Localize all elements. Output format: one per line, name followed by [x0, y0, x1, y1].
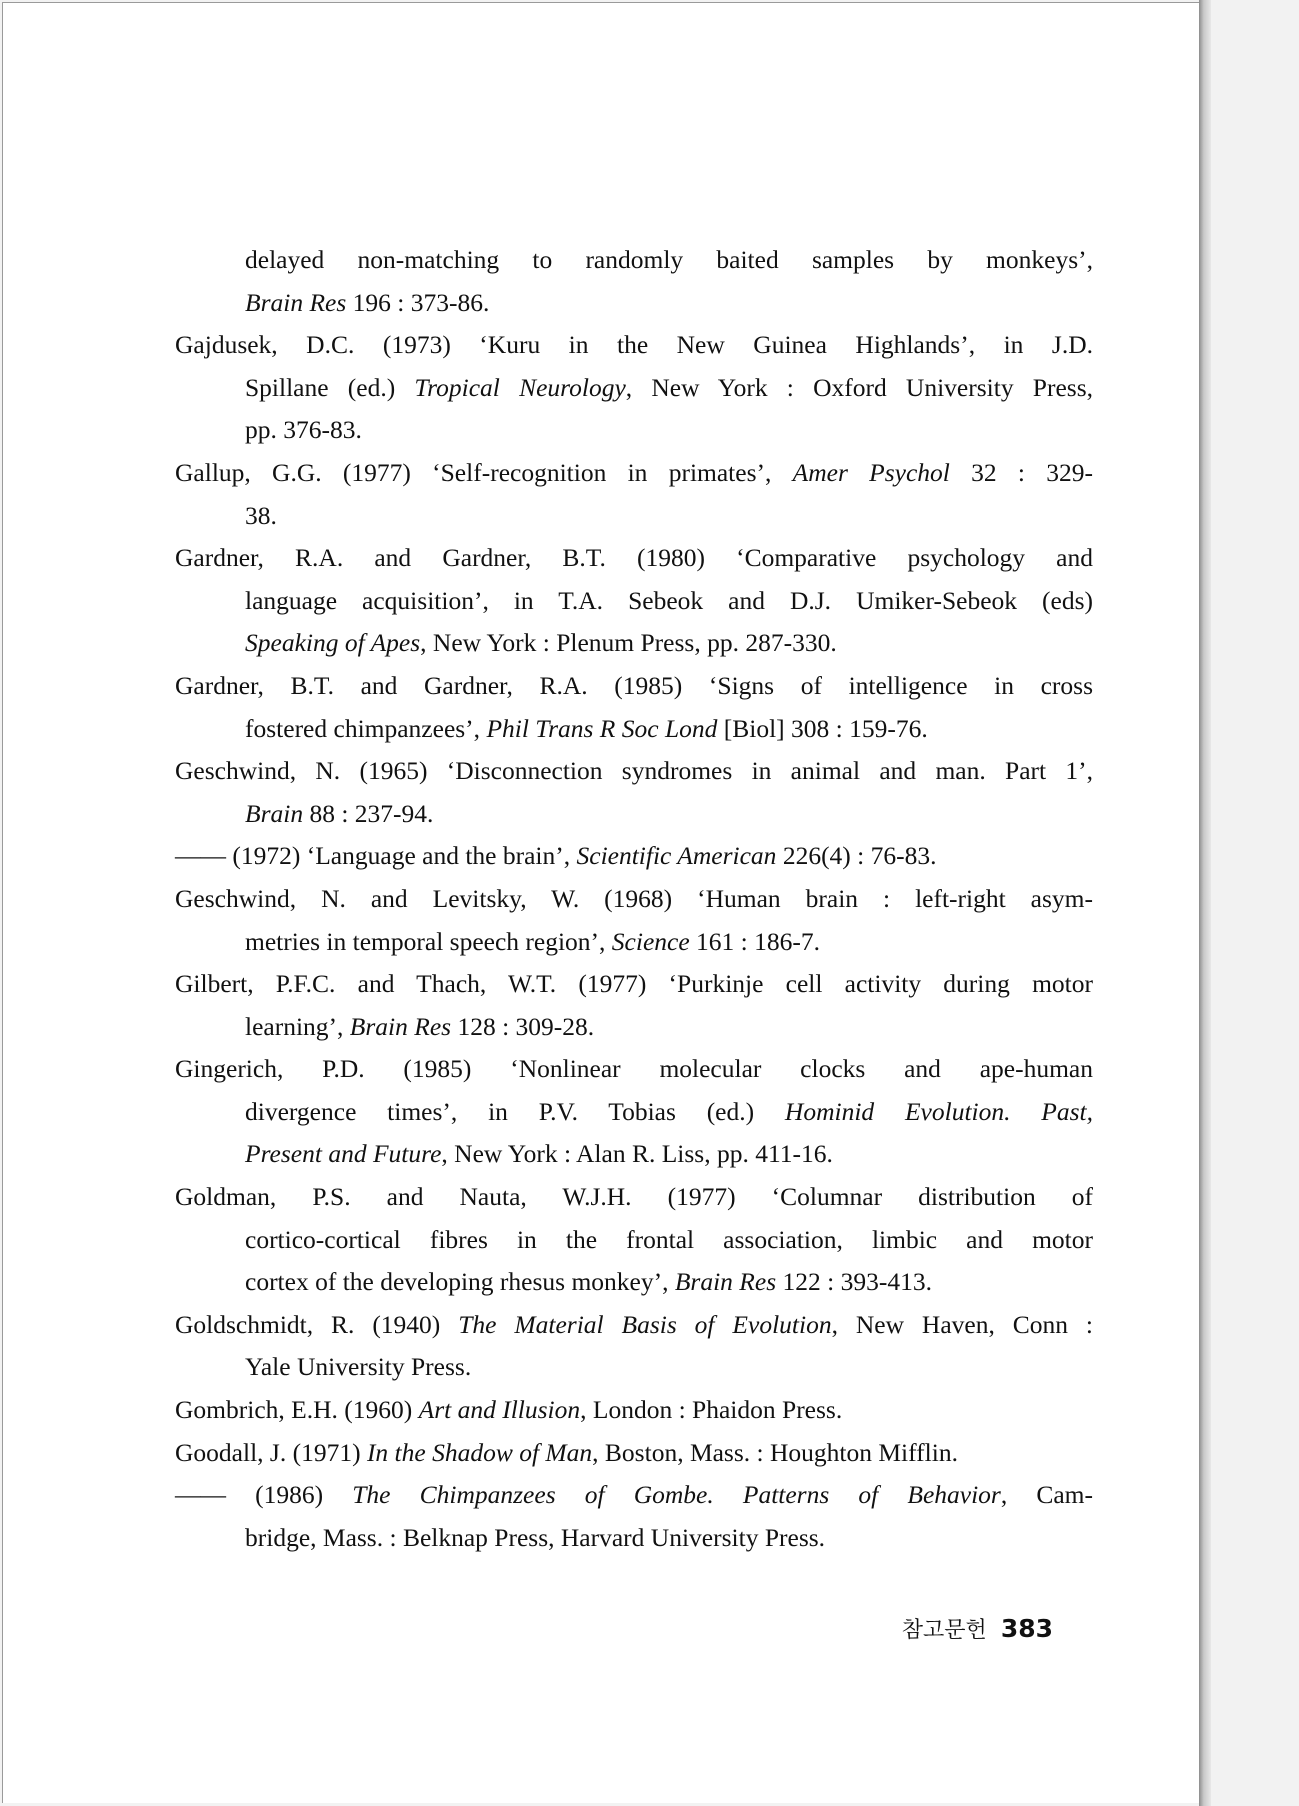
reference-title-italic: Brain Res — [674, 1267, 777, 1297]
reference-title-italic: In the Shadow of Man — [366, 1437, 593, 1467]
reference-title-italic: Art and Illusion — [418, 1395, 581, 1425]
reference-line — [175, 921, 1093, 964]
reference-line — [175, 580, 1093, 623]
reference-line — [175, 367, 1093, 410]
reference-text: , New York : Alan R. Liss, pp. 411-16. — [441, 1139, 833, 1169]
reference-title-italic: Tropical Neurology — [414, 372, 626, 402]
reference-text: Gingerich, P.D. (1985) ‘Nonlinear molecular clocks and ape-human — [175, 1054, 1093, 1084]
reference-line — [175, 708, 1093, 751]
reference-list — [175, 239, 1093, 1559]
reference-line — [175, 1517, 1093, 1560]
reference-entry — [175, 835, 1093, 878]
reference-text: metries in temporal speech region’, — [245, 926, 612, 956]
reference-text: Geschwind, N. and Levitsky, W. (1968) ‘Human brain : left-right asym- — [175, 883, 1093, 913]
reference-entry — [175, 452, 1093, 537]
reference-title-italic: Hominid Evolution. Past, — [784, 1096, 1093, 1126]
reference-line — [175, 1304, 1093, 1347]
reference-line — [175, 963, 1093, 1006]
reference-line — [175, 282, 1093, 325]
reference-line — [175, 750, 1093, 793]
reference-line — [175, 537, 1093, 580]
reference-line — [175, 622, 1093, 665]
reference-line — [175, 1261, 1093, 1304]
reference-line — [175, 1048, 1093, 1091]
reference-entry — [175, 537, 1093, 665]
reference-text: Gardner, B.T. and Gardner, R.A. (1985) ‘Signs of intelligence in cross — [175, 670, 1093, 700]
reference-title-italic: Brain Res — [245, 287, 347, 317]
reference-line — [175, 1006, 1093, 1049]
reference-line — [175, 239, 1093, 282]
reference-text: Gombrich, E.H. (1960) — [175, 1395, 419, 1425]
reference-line — [175, 793, 1093, 836]
reference-text: cortico-cortical fibres in the frontal association, limbic and motor — [245, 1224, 1093, 1254]
reference-text: Goldschmidt, R. (1940) — [175, 1309, 459, 1339]
reference-title-italic: Brain Res — [349, 1011, 452, 1041]
reference-title-italic: Science — [611, 926, 690, 956]
reference-text: Gallup, G.G. (1977) ‘Self-recognition in primates’, — [175, 457, 793, 487]
reference-text: language acquisition’, in T.A. Sebeok and D.J. Umiker-Sebeok (eds) — [245, 585, 1093, 615]
reference-line — [175, 324, 1093, 367]
reference-entry — [175, 665, 1093, 750]
reference-text: , Cam- — [1000, 1480, 1094, 1510]
reference-text: 88 : 237-94. — [303, 798, 434, 828]
reference-line — [175, 1474, 1093, 1517]
reference-entry — [175, 1304, 1093, 1389]
reference-line — [175, 878, 1093, 921]
reference-text: , Boston, Mass. : Houghton Mifflin. — [592, 1437, 958, 1467]
reference-entry — [175, 1048, 1093, 1176]
reference-text: , New Haven, Conn : — [831, 1309, 1093, 1339]
reference-line — [175, 1346, 1093, 1389]
reference-text: delayed non-matching to randomly baited samples by monkeys’, — [245, 245, 1093, 274]
reference-text: —— (1972) ‘Language and the brain’, — [175, 841, 577, 871]
reference-line — [175, 1219, 1093, 1262]
reference-text: 32 : 329- — [949, 457, 1093, 487]
reference-text: Gardner, R.A. and Gardner, B.T. (1980) ‘Comparative psychology and — [175, 543, 1093, 573]
reference-line — [175, 409, 1093, 452]
reference-text: 226(4) : 76-83. — [776, 841, 937, 871]
reference-title-italic: Amer Psychol — [792, 457, 950, 487]
reference-text: Spillane (ed.) — [245, 372, 415, 402]
reference-line — [175, 452, 1093, 495]
reference-text: cortex of the developing rhesus monkey’, — [245, 1267, 675, 1297]
reference-entry — [175, 1176, 1093, 1304]
running-title: 참고문헌 — [901, 1618, 987, 1643]
reference-text: 128 : 309-28. — [451, 1011, 595, 1041]
reference-text: 196 : 373-86. — [346, 287, 490, 317]
reference-title-italic: The Chimpanzees of Gombe. Patterns of Behavior — [352, 1480, 1001, 1510]
reference-title-italic: Scientific American — [576, 841, 777, 871]
reference-text: Goodall, J. (1971) — [175, 1437, 367, 1467]
reference-text: , New York : Oxford University Press, — [625, 372, 1093, 402]
reference-line — [175, 1091, 1093, 1134]
page-edge-shadow — [1199, 0, 1211, 1806]
reference-text: , London : Phaidon Press. — [580, 1395, 843, 1425]
reference-entry — [175, 963, 1093, 1048]
reference-line — [175, 1133, 1093, 1176]
reference-text: divergence times’, in P.V. Tobias (ed.) — [245, 1096, 785, 1126]
reference-text: Yale University Press. — [245, 1352, 472, 1382]
reference-text: —— (1986) — [175, 1480, 353, 1510]
reference-title-italic: Phil Trans R Soc Lond — [486, 713, 718, 743]
reference-title-italic: Speaking of Apes — [245, 628, 421, 658]
reference-entry — [175, 1432, 1093, 1475]
reference-text: Geschwind, N. (1965) ‘Disconnection syndromes in animal and man. Part 1’, — [175, 756, 1093, 786]
reference-text: fostered chimpanzees’, — [245, 713, 487, 743]
reference-text: 161 : 186-7. — [689, 926, 820, 956]
reference-title-italic: Brain — [245, 798, 304, 828]
book-page — [2, 2, 1200, 1803]
reference-line — [175, 835, 1093, 878]
reference-text: learning’, — [245, 1011, 350, 1041]
reference-text: Goldman, P.S. and Nauta, W.J.H. (1977) ‘Columnar distribution of — [175, 1182, 1093, 1212]
page-number: 383 — [1000, 1614, 1053, 1643]
reference-entry — [175, 878, 1093, 963]
reference-line — [175, 495, 1093, 538]
reference-text: 38. — [245, 500, 277, 530]
reference-entry — [175, 239, 1093, 324]
reference-entry — [175, 1474, 1093, 1559]
reference-text: pp. 376-83. — [245, 415, 362, 445]
reference-text: bridge, Mass. : Belknap Press, Harvard University Press. — [245, 1522, 826, 1552]
reference-text: Gilbert, P.F.C. and Thach, W.T. (1977) ‘Purkinje cell activity during motor — [175, 969, 1093, 999]
reference-text: 122 : 393-413. — [776, 1267, 932, 1297]
page-footer — [883, 1613, 1053, 1644]
reference-title-italic: The Material Basis of Evolution — [458, 1309, 832, 1339]
reference-entry — [175, 1389, 1093, 1432]
reference-entry — [175, 324, 1093, 452]
reference-line — [175, 1432, 1093, 1475]
reference-line — [175, 1176, 1093, 1219]
reference-text: , New York : Plenum Press, pp. 287-330. — [420, 628, 837, 658]
reference-entry — [175, 750, 1093, 835]
reference-title-italic: Present and Future — [245, 1139, 442, 1169]
reference-text: Gajdusek, D.C. (1973) ‘Kuru in the New Guinea Highlands’, in J.D. — [175, 330, 1093, 360]
reference-line — [175, 665, 1093, 708]
reference-line — [175, 1389, 1093, 1432]
reference-text: [Biol] 308 : 159-76. — [717, 713, 928, 743]
